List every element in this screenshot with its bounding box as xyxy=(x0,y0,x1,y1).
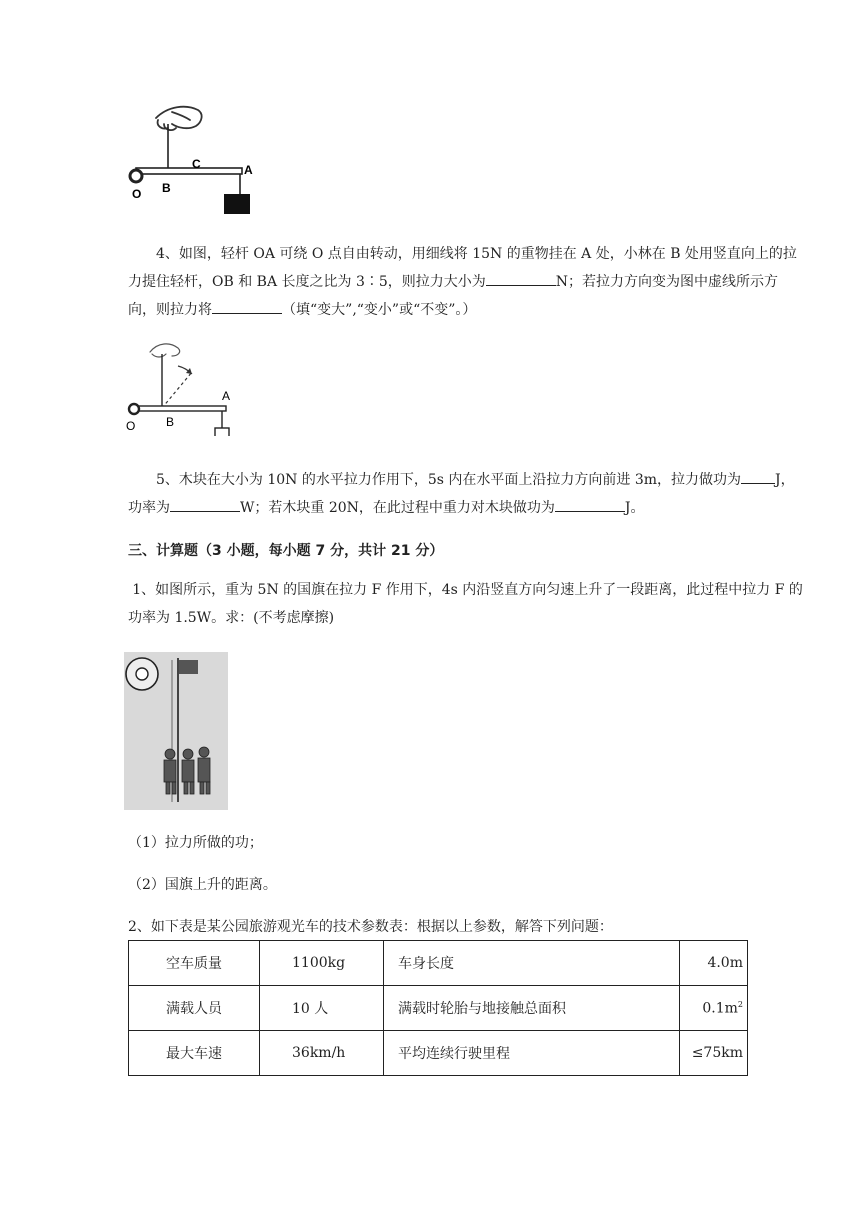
table-cell: 车身长度 xyxy=(384,941,680,986)
label-a: A xyxy=(222,389,231,403)
sub-question: （2）国旗上升的距离。 xyxy=(128,877,277,893)
area-value: 0.1m xyxy=(702,1000,738,1017)
label-o: O xyxy=(126,419,136,433)
table-row xyxy=(129,941,748,986)
table-cell: 4.0m xyxy=(680,941,748,986)
q5-text-1: 5、木块在大小为 10N 的水平拉力作用下，5s 内在水平面上沿拉力方向前进 3m，拉力做功为 xyxy=(156,472,742,488)
answer-blank[interactable] xyxy=(555,497,625,512)
q5-text-4: J。 xyxy=(624,500,645,516)
table-cell: 空车质量 xyxy=(129,941,260,986)
flag-raising-illustration xyxy=(124,652,228,810)
lever-figure-1 xyxy=(128,98,258,220)
table-row xyxy=(129,1031,748,1076)
table-cell: ≤75km xyxy=(680,1031,748,1076)
hand-icon xyxy=(156,107,202,130)
q4-text-3: （填“变大”,“变小”或“不变”。） xyxy=(282,302,477,318)
question-4 xyxy=(128,240,804,324)
label-a: A xyxy=(244,163,253,177)
calc-question-1 xyxy=(128,576,804,632)
q4-text-1: 4、如图，轻杆 OA 可绕 O 点自由转动，用细线将 15N 的重物挂在 A 处，小林在 B 处用竖直向上的拉力提住轻杆，OB 和 BA 长度之比为 3∶5，则拉力大小为 xyxy=(128,246,797,290)
label-o: O xyxy=(132,187,142,201)
q4-text-2: N；若拉力方向变为图中虚线所示方向，则拉力将 xyxy=(128,274,779,318)
section-heading: 三、计算题（3 小题，每小题 7 分，共计 21 分） xyxy=(128,543,444,559)
lever-figure-2 xyxy=(122,336,242,436)
calc-question-2: 2、如下表是某公园旅游观光车的技术参数表：根据以上参数，解答下列问题： xyxy=(128,919,613,935)
label-c: C xyxy=(192,157,201,171)
table-cell: 1100kg xyxy=(260,941,384,986)
calc-1-text: 1、如图所示，重为 5N 的国旗在拉力 F 作用下，4s 内沿竖直方向匀速上升了一段距离，此过程中拉力 F 的功率为 1.5W。求：(不考虑摩擦) xyxy=(128,582,803,626)
table-cell: 平均连续行驶里程 xyxy=(384,1031,680,1076)
table-cell: 最大车速 xyxy=(129,1031,260,1076)
area-superscript: 2 xyxy=(737,999,743,1009)
sub-question: （1）拉力所做的功； xyxy=(128,835,263,851)
label-b: B xyxy=(166,415,175,429)
parameter-table xyxy=(128,940,748,1076)
label-b: B xyxy=(162,181,171,195)
answer-blank[interactable] xyxy=(212,299,282,314)
table-cell: 满载人员 xyxy=(129,986,260,1031)
table-cell: 满载时轮胎与地接触总面积 xyxy=(384,986,680,1031)
question-5 xyxy=(128,466,804,522)
answer-blank[interactable] xyxy=(170,497,240,512)
q5-text-2: J，功率为 xyxy=(128,472,795,516)
table-cell: 10 人 xyxy=(260,986,384,1031)
table-row xyxy=(129,986,748,1031)
hand-icon xyxy=(150,344,180,357)
answer-blank[interactable] xyxy=(486,271,556,286)
table-cell xyxy=(680,986,748,1031)
answer-blank[interactable] xyxy=(741,469,775,484)
q5-text-3: W；若木块重 20N，在此过程中重力对木块做功为 xyxy=(240,500,555,516)
table-cell: 36km/h xyxy=(260,1031,384,1076)
